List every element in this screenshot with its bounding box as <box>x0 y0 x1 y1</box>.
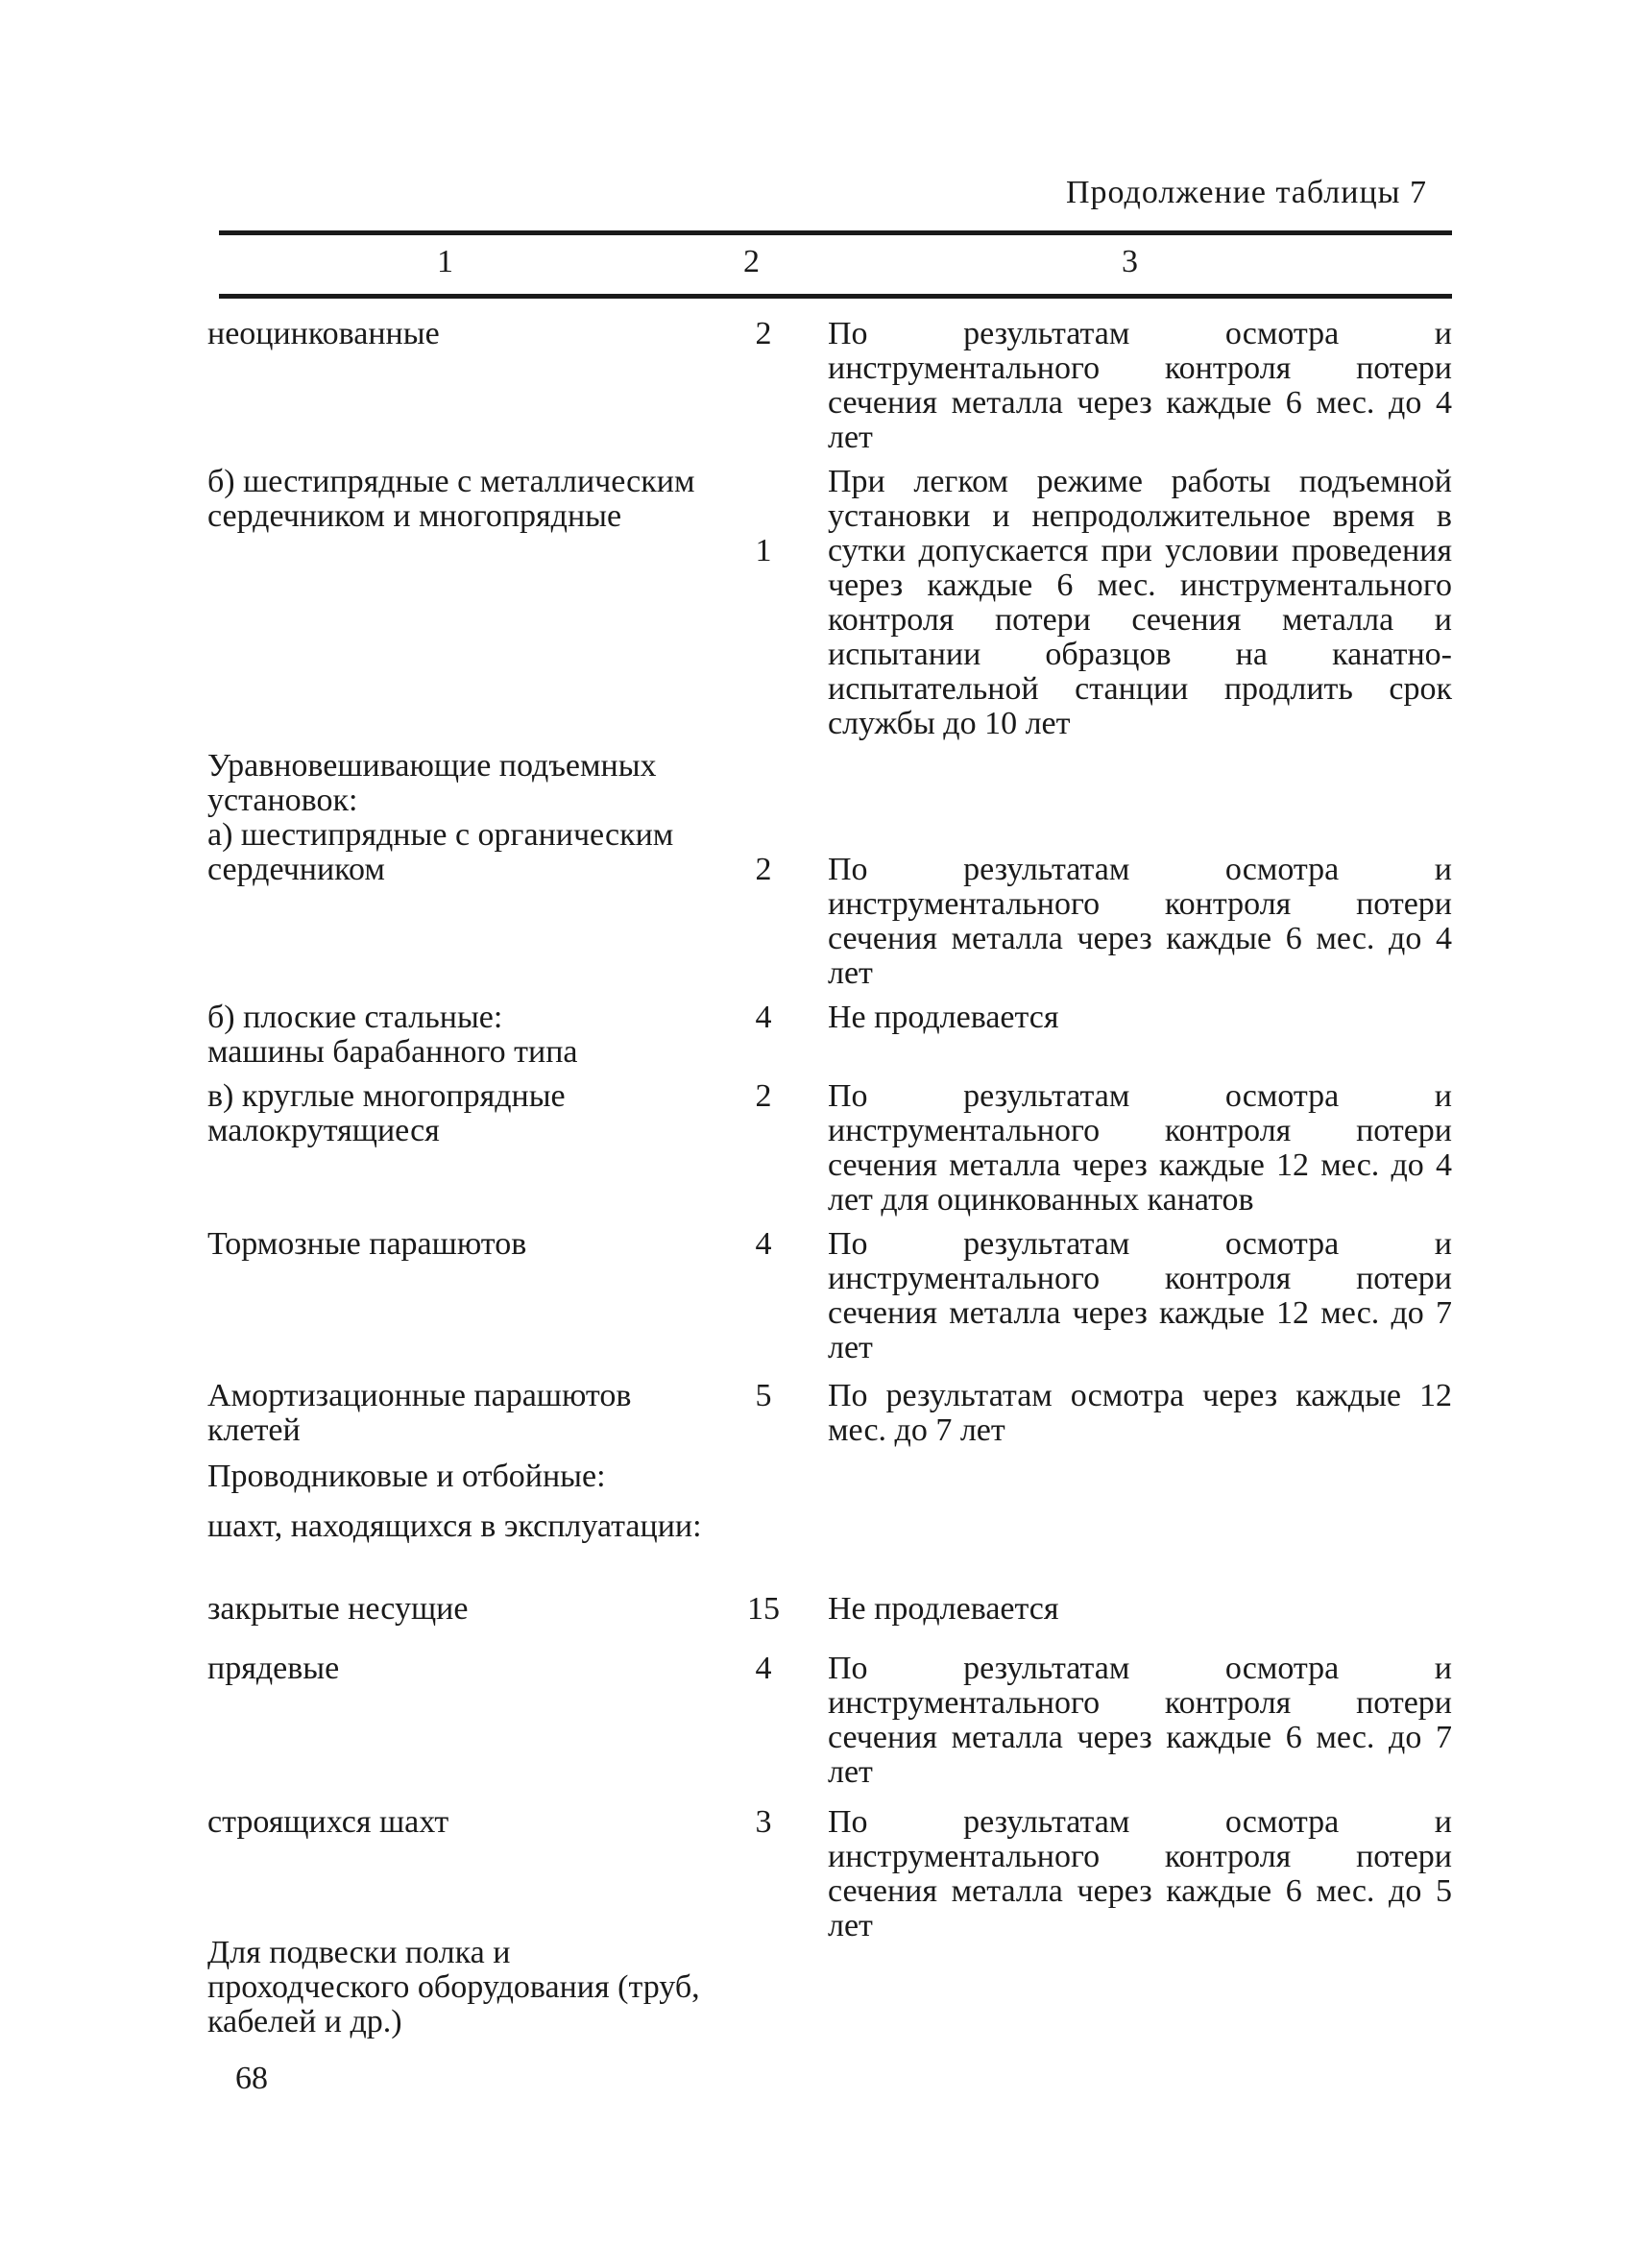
row-description: Амортизационные парашютов клетей <box>207 1378 632 1448</box>
column-header-3: 3 <box>1122 244 1138 279</box>
row-extension-condition: По результатам осмотра через каждые 12 мес. до 7 лет <box>828 1378 1452 1448</box>
row-description: шахт, находящихся в эксплуатации: <box>207 1508 702 1544</box>
row-extension-condition: По результатам осмотра и инструментального контроля потери сечения металла через каждые 6 мес. до 4 лет <box>828 316 1452 455</box>
row-description: прядевые <box>207 1651 340 1686</box>
column-header-1: 1 <box>437 244 453 279</box>
row-extension-condition: По результатам осмотра и инструментального контроля потери сечения металла через каждые 6 мес. до 4 лет <box>828 852 1452 991</box>
row-description: неоцинкованные <box>207 316 440 351</box>
row-service-years: 4 <box>755 1651 772 1686</box>
row-extension-condition: По результатам осмотра и инструментального контроля потери сечения металла через каждые 12 мес. до 7 лет <box>828 1226 1452 1365</box>
column-header-2: 2 <box>743 244 760 279</box>
row-description: б) шестипрядные с металлическим сердечником и многопрядные <box>207 464 695 534</box>
row-service-years: 15 <box>747 1591 780 1627</box>
row-extension-condition: При легком режиме работы подъемной установки и непродолжительное время в сутки допускается при условии проведения через каждые 6 мес. инструментального контроля потери сечения металла и испытании образцов на канатно-испытательной станции продлить срок службы до 10 лет <box>828 464 1452 741</box>
row-extension-condition: По результатам осмотра и инструментального контроля потери сечения металла через каждые 6 мес. до 7 лет <box>828 1651 1452 1790</box>
row-description: закрытые несущие <box>207 1591 469 1627</box>
row-description: в) круглые многопрядные малокрутящиеся <box>207 1078 566 1148</box>
row-service-years: 4 <box>755 1000 772 1035</box>
row-service-years: 2 <box>755 316 772 351</box>
row-description: строящихся шахт <box>207 1804 449 1840</box>
row-service-years: 5 <box>755 1378 772 1413</box>
row-description: Уравновешивающие подъемных установок: а) шестипрядные с органическим сердечником <box>207 748 674 887</box>
page-number: 68 <box>235 2061 268 2096</box>
row-extension-condition: Не продлевается <box>828 1591 1059 1627</box>
row-description: б) плоские стальные: машины барабанного типа <box>207 1000 578 1070</box>
row-description: Для подвески полка и проходческого оборудования (труб, кабелей и др.) <box>207 1935 700 2039</box>
row-extension-condition: Не продлевается <box>828 1000 1059 1035</box>
row-extension-condition: По результатам осмотра и инструментального контроля потери сечения металла через каждые 12 мес. до 4 лет для оцинкованных канатов <box>828 1078 1452 1218</box>
table-caption: Продолжение таблицы 7 <box>1065 175 1427 210</box>
table-top-rule <box>219 230 1452 235</box>
table-header-rule <box>219 294 1452 299</box>
row-description: Проводниковые и отбойные: <box>207 1459 606 1494</box>
row-service-years: 3 <box>755 1804 772 1840</box>
row-service-years: 2 <box>755 852 772 887</box>
row-service-years: 1 <box>755 533 772 568</box>
row-description: Тормозные парашютов <box>207 1226 527 1262</box>
row-extension-condition: По результатам осмотра и инструментального контроля потери сечения металла через каждые 6 мес. до 5 лет <box>828 1804 1452 1943</box>
row-service-years: 2 <box>755 1078 772 1114</box>
row-service-years: 4 <box>755 1226 772 1262</box>
